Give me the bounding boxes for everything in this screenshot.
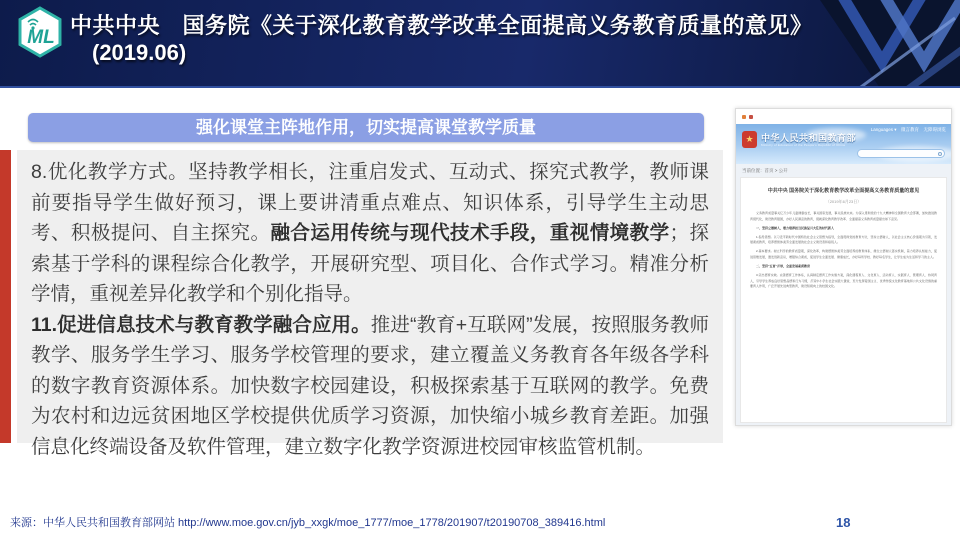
site-section-heading: 一、坚持立德树人，着力培养担当民族复兴大任的时代新人 (756, 225, 835, 230)
site-paragraph: 义务教育质量事关亿万少年儿童健康成长，事关国家发展，事关民族未来。为深入贯彻党的十九大精神和全国教育大会部署，加快推进教育现代化，建设教育强国，办好人民满意的教育，现就深化教育教学改革、全面提高义务教育质量提出如下意见。 (750, 211, 937, 221)
site-paragraph: 1.指导思想。以习近平新时代中国特色社会主义思想为指导，全面贯彻党的教育方针，坚持立德树人，以社会主义核心价值观为引领，发展素质教育，培养德智体美劳全面发展的社会主义建设者和接班人。 (750, 234, 937, 245)
para8-bold-text: 融合运用传统与现代技术手段，重视情境教学 (270, 222, 670, 244)
site-paragraph: 2.基本要求。树立科学的教育质量观，深化改革，构建德智体美劳全面培养的教育体系，健全立德树人落实机制，着力培养认知能力，促进思维发展，激发创新意识，增强综合素质，促进学生全面发展、健康成长，办好每所学校、教好每名学生，让学生成为生活和学习的主人。 (750, 249, 937, 260)
source-link[interactable]: 来源：中华人民共和国教育部网站 http://www.moe.gov.cn/jyb_xxgk/moe_1777/moe_1778/201907/t20190708_389416.html (10, 517, 606, 529)
moe-website-screenshot (735, 108, 952, 426)
site-header (736, 124, 951, 164)
site-name-english: Ministry of Education of the People's Republic of China (761, 143, 845, 147)
site-section-heading: 二、坚持“五育”并举，全面发展素质教育 (756, 263, 811, 268)
logo-letters: ML (27, 27, 55, 48)
site-topbar (736, 109, 951, 124)
topbar-logo-icon (749, 115, 753, 119)
para8-text: 8.优化教学方式。坚持教学相长，注重启发式、互动式、探究式教学，教师课前要指导学生做好预习，课上要讲清重点难点、知识体系，引导学生主动思考、积极提问、自主探究。 (31, 161, 709, 244)
document-date: （2019年6月23日） (825, 199, 862, 204)
site-top-links: Languages ▾ 微言教育 无障碍浏览 (870, 127, 946, 132)
site-paragraph: 3.突出德育实效。完善德育工作体系，认真制定德育工作实施方案，深化课程育人、文化育人、活动育人、实践育人、管理育人、协同育人，引导学生养成良好思想品德和行为习惯，打造中小学生社会实践大课堂，充分发挥爱国主义、优秀传统文化教育基地和公共文化设施的重要育人作用，广泛开展先进典型教育，建设积极向上的校园文化。 (750, 272, 937, 289)
breadcrumb: 当前位置：首页 > 公开 (736, 164, 951, 177)
site-search-input (857, 149, 945, 158)
para11-bold-text: 11.促进信息技术与教育教学融合应用。 (31, 313, 371, 336)
topbar-logo-icon (742, 115, 746, 119)
site-article-panel (740, 177, 947, 423)
para8-text-tail: ；探索基于学科的课程综合化教学，开展研究型、项目化、合作式学习。精准分析学情，重视差异化教学和个别化指导。 (31, 222, 709, 305)
site-name: 中华人民共和国教育部 (761, 133, 857, 143)
ml-logo-icon (16, 5, 64, 61)
paragraph-8 (31, 157, 709, 310)
national-emblem-icon: ★ (742, 131, 757, 148)
slide-title-line1: 中共中央 国务院《关于深化教育教学改革全面提高义务教育质量的意见》 (70, 13, 813, 38)
page-number: 18 (836, 515, 851, 530)
content-box (17, 150, 723, 458)
slide-title-line2: (2019.06) (92, 40, 187, 65)
search-icon (938, 152, 942, 156)
section-banner: 强化课堂主阵地作用，切实提高课堂教学质量 (28, 113, 704, 142)
red-accent-bar (0, 150, 11, 443)
slide-header (0, 0, 960, 88)
para11-text: 推进“教育+互联网”发展，按照服务教师教学、服务学生学习、服务学校管理的要求，建立覆盖义务教育各年级各学科的数字教育资源体系。加快数字校园建设，积极探索基于互联网的教学。免费为农村和边远贫困地区学校提供优质学习资源，加快缩小城乡教育差距。加强信息化终端设备及软件管理，建立数字化教学资源进校园审核监管机制。 (31, 313, 709, 458)
paragraph-11 (31, 310, 709, 463)
document-title: 中共中央 国务院关于深化教育教学改革全面提高义务教育质量的意见 (767, 188, 920, 194)
